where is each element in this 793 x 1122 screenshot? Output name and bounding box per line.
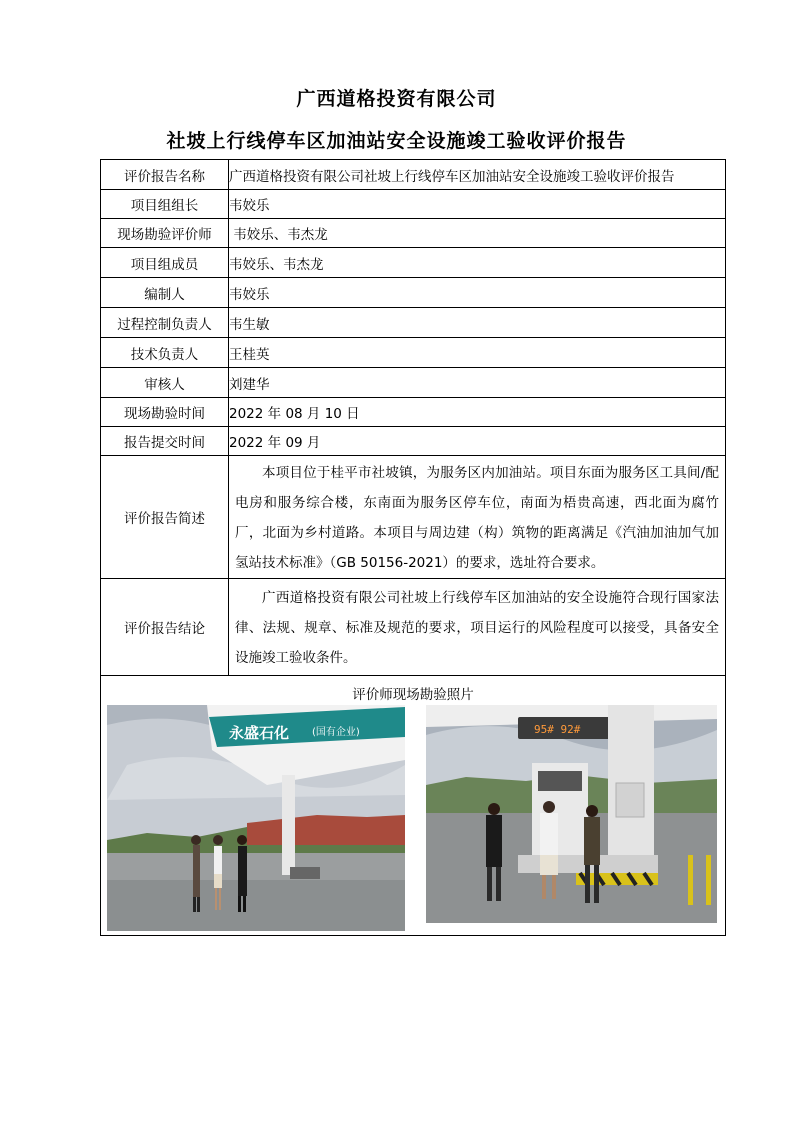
table-row	[101, 579, 726, 676]
row-label: 项目组成员	[101, 248, 229, 278]
report-info-table	[100, 159, 726, 936]
photos-title: 评价师现场勘验照片	[352, 687, 474, 703]
summary-label: 评价报告简述	[101, 456, 229, 579]
conclusion-text: 广西道格投资有限公司社坡上行线停车区加油站的安全设施符合现行国家法律、法规、规章、标准及规范的要求，项目运行的风险程度可以接受，具备安全设施竣工验收条件。	[235, 590, 719, 666]
table-row	[101, 248, 726, 278]
row-label: 项目组组长	[101, 190, 229, 219]
row-value: 2022 年 08 月 10 日	[229, 398, 726, 427]
site-photo-pump	[426, 705, 717, 923]
table-row	[101, 427, 726, 456]
row-value: 韦姣乐	[229, 190, 726, 219]
row-label: 技术负责人	[101, 338, 229, 368]
table-row	[101, 338, 726, 368]
summary-text: 本项目位于桂平市社坡镇，为服务区内加油站。项目东面为服务区工具间/配电房和服务综合楼，东南面为服务区停车位，南面为梧贵高速，西北面为腐竹厂，北面为乡村道路。本项目与周边建（构）筑物的距离满足《汽油加油加气加氢站技术标准》（GB 50156-2021）的要求，选址符合要求。	[235, 465, 719, 571]
table-row	[101, 160, 726, 190]
table-row	[101, 308, 726, 338]
row-value: 王桂英	[229, 338, 726, 368]
conclusion-label: 评价报告结论	[101, 579, 229, 676]
report-title: 社坡上行线停车区加油站安全设施竣工验收评价报告	[166, 130, 627, 152]
row-value: 韦生敏	[229, 308, 726, 338]
row-label: 评价报告名称	[101, 160, 229, 190]
row-label: 报告提交时间	[101, 427, 229, 456]
photo-row	[101, 705, 725, 935]
row-value: 韦姣乐	[229, 278, 726, 308]
row-label: 编制人	[101, 278, 229, 308]
canopy-sign-sub: (国有企业)	[312, 727, 360, 738]
table-row	[101, 278, 726, 308]
table-row	[101, 456, 726, 579]
table-row	[101, 368, 726, 398]
row-value: 韦姣乐、韦杰龙	[229, 248, 726, 278]
row-value: 韦姣乐、韦杰龙	[229, 219, 726, 248]
table-row	[101, 190, 726, 219]
pump-display-text: 95# 92#	[534, 723, 581, 736]
row-label: 现场勘验时间	[101, 398, 229, 427]
table-row	[101, 398, 726, 427]
row-value: 广西道格投资有限公司社坡上行线停车区加油站安全设施竣工验收评价报告	[229, 160, 726, 190]
site-photo-canopy	[107, 705, 405, 931]
row-label: 审核人	[101, 368, 229, 398]
row-label: 现场勘验评价师	[101, 219, 229, 248]
table-row	[101, 219, 726, 248]
row-value: 2022 年 09 月	[229, 427, 726, 456]
table-row	[101, 676, 726, 936]
canopy-sign-text: 永盛石化	[229, 724, 290, 742]
company-title: 广西道格投资有限公司	[296, 88, 497, 110]
row-value: 刘建华	[229, 368, 726, 398]
row-label: 过程控制负责人	[101, 308, 229, 338]
